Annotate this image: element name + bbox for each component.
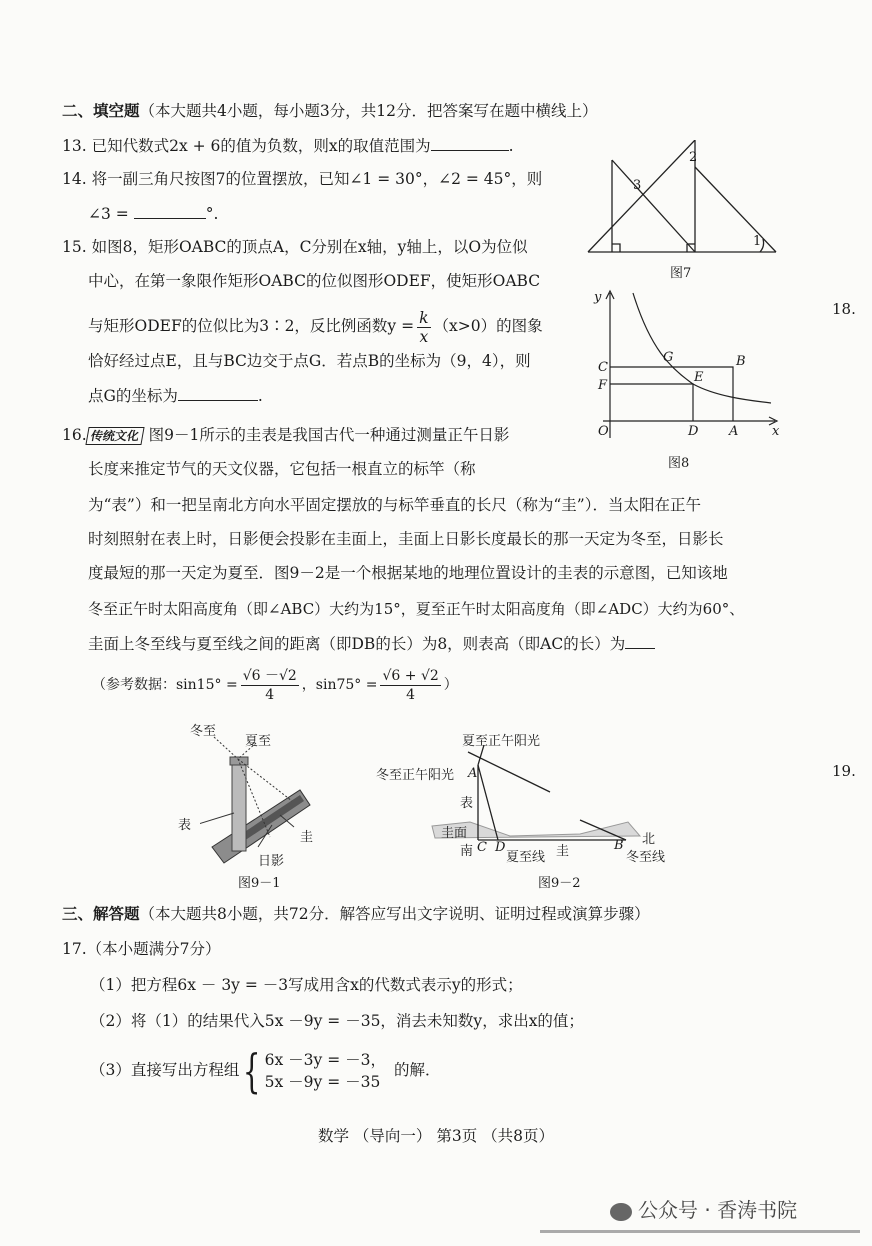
question-13: 13. 已知代数式2x + 6的值为负数，则x的取值范围为 .	[62, 134, 514, 157]
margin-number-19: 19.	[832, 762, 856, 780]
question-15-line4: 恰好经过点E，且与BC边交于点G．若点B的坐标为（9，4），则	[88, 352, 531, 370]
question-15-line1: 15. 如图8，矩形OABC的顶点A，C分别在x轴，y轴上，以O为位似	[62, 238, 528, 256]
watermark: 公众号 · 香涛书院	[610, 1194, 797, 1223]
label-riying: 日影	[258, 854, 285, 869]
figure-9-2-caption: 图9－2	[538, 876, 581, 891]
left-brace: {	[243, 1044, 261, 1098]
question-14-line1: 14. 将一副三角尺按图7的位置摆放，已知∠1 = 30°，∠2 = 45°，则	[62, 170, 543, 188]
figure-8-caption: 图8	[668, 456, 690, 471]
wechat-icon	[610, 1203, 632, 1221]
question-15-line5: 点G的坐标为 .	[88, 384, 263, 407]
label-gui: 圭	[300, 830, 314, 845]
question-17-title: 17.（本小题满分7分）	[62, 940, 221, 958]
question-15-line3: 与矩形ODEF的位似比为3∶2，反比例函数y = $\frac{k}{x}$ （x>0）的图象	[88, 308, 543, 346]
question-17-part2: （2）将（1）的结果代入5x －9y = －35，消去未知数y，求出x的值；	[90, 1012, 584, 1030]
reference-data: （参考数据：sin15° = $\frac{√6 -√2}{4}$ ，sin75° = $\frac{√6 + √2}{4}$ ）	[92, 667, 458, 703]
question-16-line7: 圭面上冬至线与夏至线之间的距离（即DB的长）为8，则表高（即AC的长）为	[88, 632, 655, 655]
label-xiazhi-line: 夏至线	[506, 850, 546, 865]
question-16-line5: 度最短的那一天定为夏至．图9－2是一个根据某地的地理位置设计的圭表的示意图，已知该地	[88, 564, 728, 582]
point-E-label: E	[694, 370, 704, 385]
label-nan: 南	[460, 844, 474, 859]
section2-heading: 二、填空题（本大题共4小题，每小题3分，共12分．把答案写在题中横线上）	[62, 102, 598, 120]
label-xiazhi-sunlight: 夏至正午阳光	[462, 734, 541, 749]
fraction-sin15: $\frac{√6 -√2}{4}$	[242, 667, 297, 703]
label-bei: 北	[642, 832, 656, 847]
question-17-part3: （3）直接写出方程组{ 6x －3y = －3， 5x －9y = －35 的解．	[90, 1044, 441, 1098]
answer-blank[interactable]	[178, 384, 258, 401]
question-16-line2: 长度来推定节气的天文仪器，它包括一根直立的标竿（称	[88, 460, 476, 478]
point-D-label: D	[495, 840, 506, 855]
label-dongzhi-sunlight: 冬至正午阳光	[376, 768, 455, 783]
point-B-label: B	[736, 354, 746, 369]
figure-7-caption: 图7	[670, 266, 692, 281]
equation-system: 6x －3y = －3， 5x －9y = －35	[264, 1051, 387, 1091]
point-C-label: C	[477, 840, 487, 855]
answer-blank[interactable]	[431, 134, 509, 151]
traditional-culture-tag: 传统文化	[85, 427, 144, 445]
scan-edge	[540, 1230, 860, 1233]
question-16-line4: 时刻照射在表上时，日影便会投影在圭面上，圭面上日影长度最长的那一天定为冬至，日影长	[88, 530, 724, 548]
label-dongzhi-line: 冬至线	[626, 850, 666, 865]
figure-7-diagram	[580, 140, 780, 260]
question-14-line2: ∠3 = °.	[88, 202, 218, 225]
figure-9-1-caption: 图9－1	[238, 876, 281, 891]
label-dongzhi: 冬至	[190, 724, 217, 739]
margin-number-18: 18.	[832, 300, 856, 318]
point-B-label: B	[614, 838, 624, 853]
label-biao: 表	[460, 796, 474, 811]
point-D-label: D	[688, 424, 699, 439]
label-biao: 表	[178, 818, 192, 833]
point-C-label: C	[598, 360, 608, 375]
label-xiazhi: 夏至	[245, 734, 272, 749]
point-O-label: O	[598, 424, 609, 439]
point-A-label: A	[729, 424, 739, 439]
question-16-line3: 为“表”）和一把呈南北方向水平固定摆放的与标竿垂直的长尺（称为“圭”）．当太阳在正午	[88, 496, 701, 514]
fraction-k-over-x: $\frac{k}{x}$	[419, 308, 429, 346]
angle-2-label: 2	[689, 150, 698, 165]
question-16-line6: 冬至正午时太阳高度角（即∠ABC）大约为15°，夏至正午时太阳高度角（即∠ADC）大约为60°、	[88, 600, 745, 618]
axis-y-label: y	[594, 290, 602, 305]
page-footer: 数学 （导向一） 第3页 （共8页）	[317, 1127, 554, 1145]
question-15-line2: 中心，在第一象限作矩形OABC的位似图形ODEF，使矩形OABC	[88, 272, 541, 290]
point-A-label: A	[468, 766, 478, 781]
angle-1-label: 1	[753, 234, 762, 249]
label-gui: 圭	[556, 844, 570, 859]
point-F-label: F	[598, 378, 608, 393]
axis-x-label: x	[772, 424, 780, 439]
answer-blank[interactable]	[625, 632, 655, 649]
angle-3-label: 3	[633, 178, 642, 193]
section3-heading: 三、解答题（本大题共8小题，共72分．解答应写出文字说明、证明过程或演算步骤）	[62, 905, 650, 923]
answer-blank[interactable]	[134, 202, 206, 219]
point-G-label: G	[663, 350, 674, 365]
fraction-sin75: $\frac{√6 + √2}{4}$	[382, 667, 439, 703]
question-17-part1: （1）把方程6x － 3y = －3写成用含x的代数式表示y的形式；	[90, 976, 523, 994]
question-16-line1: 16. 传统文化 图9－1所示的圭表是我国古代一种通过测量正午日影	[62, 426, 510, 444]
label-guimian: 圭面	[441, 826, 468, 841]
